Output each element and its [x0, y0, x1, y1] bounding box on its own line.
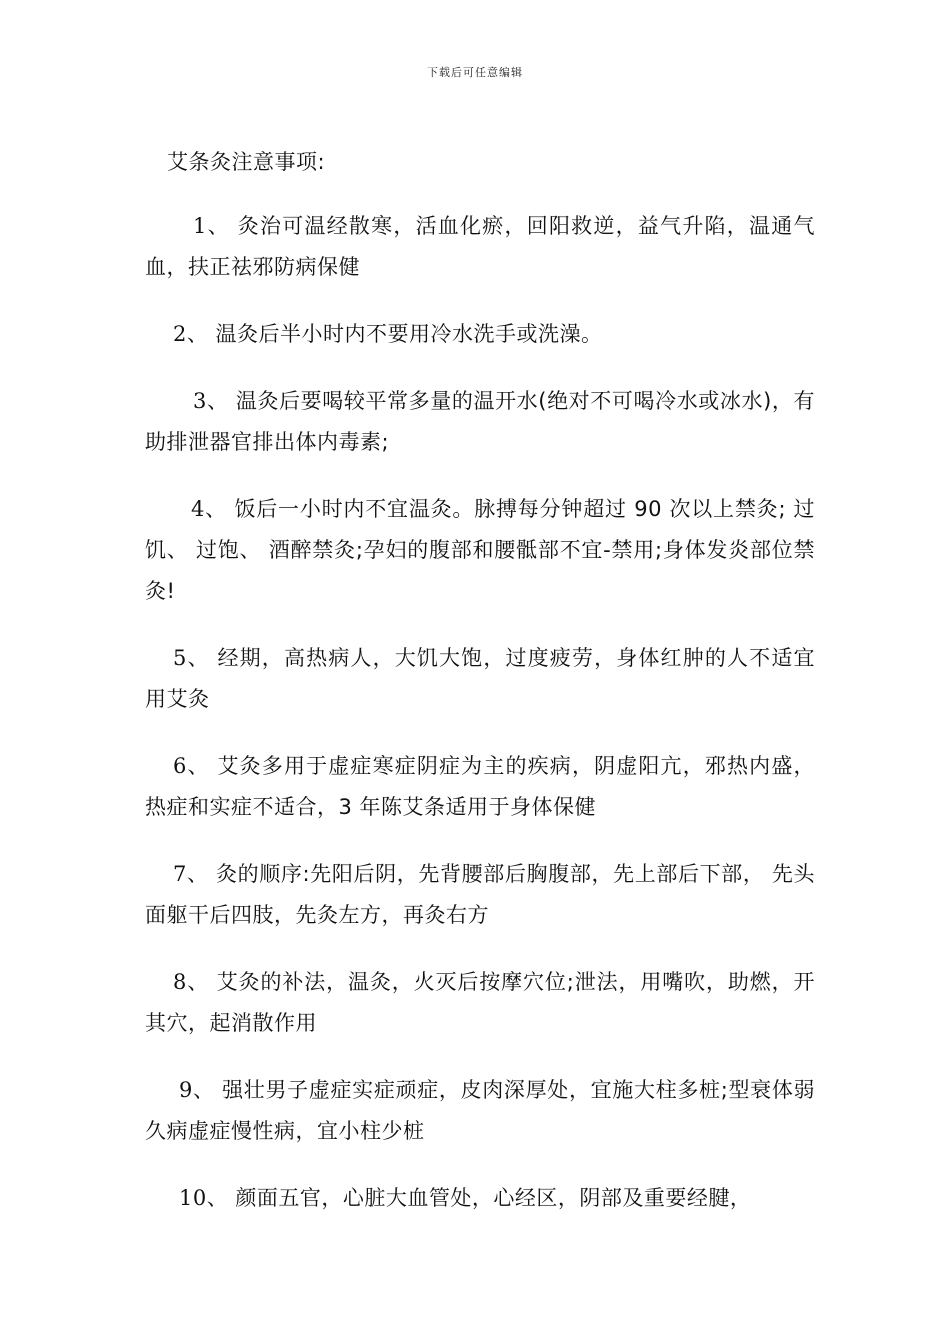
- list-item: [145, 962, 815, 1044]
- item-number: 1、: [193, 214, 230, 238]
- item-number: 5、: [173, 646, 210, 670]
- list-item: [145, 1070, 815, 1152]
- item-text: 强壮男子虚症实症顽症，皮肉深厚处，宜施大柱多桩;型衰体弱久病虚症慢性病，宜小柱少桩: [145, 1078, 815, 1143]
- item-number: 6、: [173, 754, 210, 778]
- list-item: [145, 746, 815, 828]
- item-text: 灸治可温经散寒，活血化瘀，回阳救逆，益气升陷，温通气血，扶正祛邪防病保健: [145, 214, 815, 279]
- item-number: 4、: [191, 497, 227, 521]
- item-text: 温灸后半小时内不要用冷水洗手或洗澡。: [208, 322, 603, 346]
- item-text: 温灸后要喝较平常多量的温开水(绝对不可喝冷水或冰水)，有助排泄器官排出体内毒素;: [145, 389, 815, 454]
- item-text: 艾灸的补法，温灸，火灭后按摩穴位;泄法，用嘴吹，助燃，开其穴，起消散作用: [145, 970, 815, 1035]
- page-header: 下载后可任意编辑: [427, 66, 523, 79]
- item-text: 饭后一小时内不宜温灸。脉搏每分钟超过 90 次以上禁灸; 过饥、 过饱、 酒醉禁灸;孕妇的腹部和腰骶部不宜-禁用;身体发炎部位禁灸!: [145, 497, 815, 603]
- list-item: [145, 206, 815, 288]
- item-text: 颜面五官，心脏大血管处，心经区，阴部及重要经腱，: [228, 1186, 752, 1210]
- item-text: 灸的顺序:先阳后阴，先背腰部后胸腹部，先上部后下部， 先头面躯干后四肢，先灸左方，再灸右方: [145, 862, 815, 927]
- list-item: [145, 381, 815, 463]
- item-number: 10、: [179, 1186, 229, 1210]
- list-item: [145, 314, 815, 355]
- item-number: 7、: [173, 862, 209, 886]
- item-number: 9、: [179, 1078, 215, 1102]
- item-number: 2、: [173, 322, 209, 346]
- item-text: 艾灸多用于虚症寒症阴症为主的疾病，阴虚阳亢，邪热内盛，热症和实症不适合，3 年陈艾条适用于身体保健: [145, 754, 815, 819]
- list-item: [145, 1178, 815, 1219]
- document-body: [145, 146, 815, 1245]
- item-number: 8、: [173, 970, 210, 994]
- item-number: 3、: [193, 389, 229, 413]
- document-title: 艾条灸注意事项:: [167, 150, 326, 174]
- list-item: [145, 854, 815, 936]
- list-item: [145, 489, 815, 612]
- item-text: 经期，高热病人，大饥大饱，过度疲劳，身体红肿的人不适宜用艾灸: [145, 646, 815, 711]
- list-item: [145, 638, 815, 720]
